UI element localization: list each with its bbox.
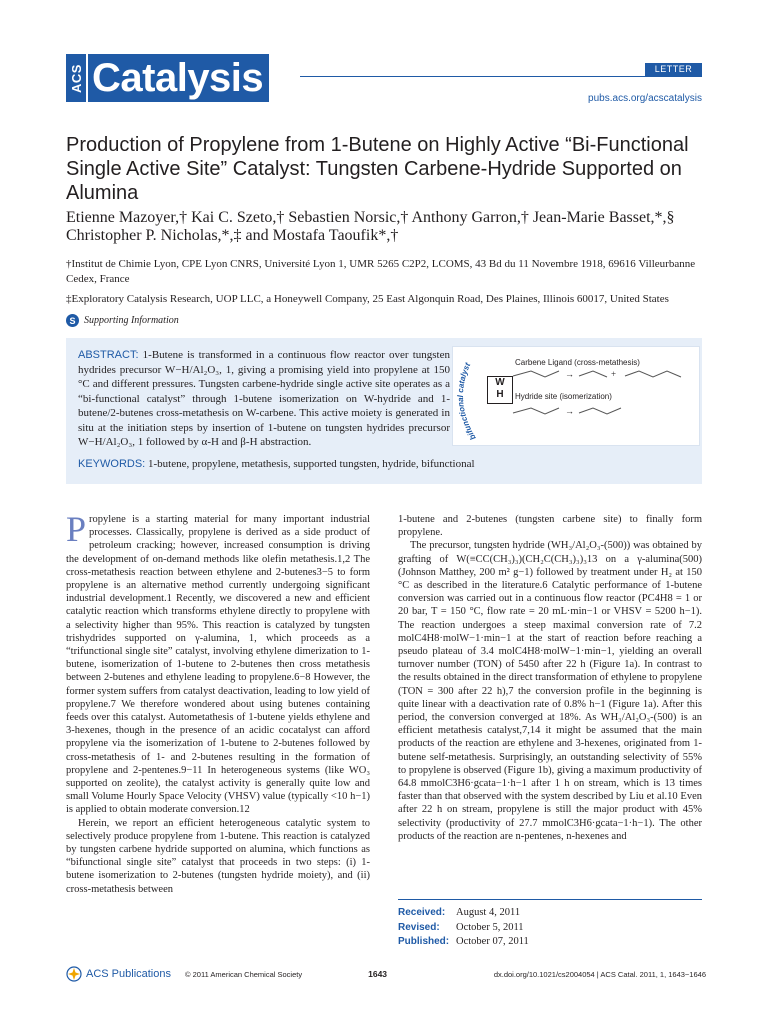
page-number: 1643	[368, 969, 388, 979]
carbene-label: Carbene Ligand (cross-metathesis)	[515, 358, 640, 367]
svg-text:+: +	[611, 369, 617, 379]
copyright: © 2011 American Chemical Society	[185, 969, 303, 979]
supporting-info-icon: S	[66, 314, 79, 327]
supporting-information-link[interactable]	[66, 314, 179, 327]
body-column-left	[66, 509, 370, 896]
header-rule	[300, 76, 702, 77]
journal-logo	[66, 53, 269, 103]
received-label: Received:	[398, 907, 446, 918]
article-type-badge: LETTER	[645, 63, 702, 76]
hydride-label: Hydride site (isomerization)	[515, 392, 612, 401]
page-footer	[66, 964, 706, 984]
bifunctional-catalyst-curve-label	[446, 350, 486, 442]
tungsten-symbol: W	[495, 377, 505, 388]
doi-citation[interactable]: dx.doi.org/10.1021/cs2004054 | ACS Catal. 2011, 1, 1643−1646	[493, 969, 706, 979]
revised-date: October 5, 2011	[456, 921, 524, 933]
affiliations	[66, 257, 706, 307]
alkene-chain-3	[625, 371, 681, 377]
body-column-right	[398, 513, 702, 843]
paragraph-intro: Propylene is a starting material for many important industrial processes. Classically, propylene is derived as a side product of petroleum cracking; however, increased consumption is driving the development of on-demand methods like olefin metathesis.1,2 The cross-metathesis reaction between ethylene and 2-butenes3−5 to form propylene is an alternative method currently undergoing significant industrial development.1 Recently, we discovered a new and efficient catalytic reaction which transforms ethylene directly to propylene with a selectivity higher than 95%. This reaction is catalyzed by tungsten trishydrides supported on γ-alumina, 1, which proceeds as a “trifunctional single site” catalyst, involving ethylene dimerization to 1-butene, isomerization of 1-butene to 2-butenes then cross metathesis between 2-butenes and ethylene leading to propylene.6−8 However, the former system suffers from catalyst deactivation, leading to low yield of propylene.7 We therefore wondered about using butenes containing feeds over this catalyst. Autometathesis of 1-butene yields ethylene and 3-hexenes, though in the presence of an acidic cocatalyst can afford propylene via the isomerization of 1-butene to 2-butenes followed by cross-metathesis of 1- and 2-butenes resulting in the formation of propylene and 2-pentenes.9−11 In heterogeneous systems (like WO₃ supported on zeolite), the catalyst activity is generally quite low and small Volume Hourly Space Velocity (VHSV) value (typically <10 h−1) is applied to obtain moderate conversion.12	[66, 509, 370, 816]
journal-url[interactable]: pubs.acs.org/acscatalysis	[588, 93, 702, 104]
svg-text:→: →	[565, 369, 574, 379]
abstract-text: 1-Butene is transformed in a continuous flow reactor over tungsten hydrides precursor W−H/Al₂O₃, 1, giving a promising yield into propylene at 150 °C and different pressures. Tungsten carbene-hydride single active site operates as a “bi-functional catalyst” through 1-butene isomerization on W-hydride and 1-butene/2-butenes cross-metathesis on W-carbene. This active moiety is generated in situ at the initiation steps by insertion of 1-butene on tungsten hydrides precursor W−H/Al₂O₃, 1 followed by α-H and β-H abstraction.	[78, 349, 450, 448]
alkene-chain-2	[579, 371, 607, 377]
alkene-chain-4	[513, 408, 559, 414]
acs-logo-mark: ACS	[66, 54, 86, 102]
paragraph-precursor: The precursor, tungsten hydride (WH₃/Al₂O₃-(500)) was obtained by grafting of W(≡CC(CH₃)₃)(CH₂C(CH₃)₃)₃13 on a γ-alumina(500) (Johnson Matthey, 200 m² g−1) followed by treatment under H₂ at 150 °C as described in the literature.6 Catalytic performance of 1-butene conversion was carried out in a continuous flow reactor (PC4H8 = 1 or 20 bar, T = 150 °C, flow rate = 20 mL·min−1 or VHSV = 5200 h−1). The reaction undergoes a steep maximal conversion rate of 7.2 molC4H8·molW−1·min−1 at the start of reaction before reaching a pseudo plateau of 3.4 molC4H8·molW−1·min−1, yielding an overall turnover number (TON) of 5450 after 22 h (Figure 1a). In contrast to the results obtained in the direct transformation of ethylene to propylene (TON = 300 after 22 h),7 the conversion profile in the beginning is quite linear with a deactivation rate of 0.8% h−1 (Figure 1a). After this period, the conversion converged at 18%. As WH₃/Al₂O₃-(500) is an efficient metathesis catalyst,7,14 it might be assumed that the main products of the reaction are ethylene and 3-hexenes, originated from 1-butene self-metathesis. Surprisingly, an outstanding selectivity of 55% to propylene is observed (Figure 1b), giving a maximum productivity of 64.8 mmolC3H6·gcata−1·h−1 after 1 h on stream, which is 13 times faster than that observed with the system described by Liu et al.10 Even after 22 h on stream, propylene is still the major product with 45% selectivity (productivity of 27.7 mmolC3H6·gcata−1·h−1). The other products of the reaction are n-pentenes, n-hexenes and	[398, 540, 702, 842]
alkene-chain-1	[513, 371, 559, 377]
abstract-label: ABSTRACT:	[78, 349, 139, 361]
publication-dates	[398, 906, 702, 950]
revised-label: Revised:	[398, 921, 440, 933]
supporting-info-label: Supporting Information	[84, 315, 179, 326]
authors-line-2: Christopher P. Nicholas,*,‡ and Mostafa Taoufik*,†	[66, 227, 399, 244]
published-date: October 07, 2011	[456, 936, 529, 947]
paragraph-herein: Herein, we report an efficient heterogeneous catalytic system to selectively produce propylene from 1-butene. This reaction is catalyzed by tungsten carbene hydride supported on alumina, which functions as “bifunctional single site” catalyst that proceeds in two steps: (i) 1-butene isomerization to 2-butenes (tungsten hydride moiety), and (ii) cross-metathesis between	[66, 817, 370, 895]
authors-line-1: Etienne Mazoyer,† Kai C. Szeto,† Sebastien Norsic,† Anthony Garron,† Jean-Marie Basset,*,§	[66, 209, 675, 226]
affiliation-1: †Institut de Chimie Lyon, CPE Lyon CNRS, Université Lyon 1, UMR 5265 C2P2, LCOMS, 43 Bd du 11 Novembre 1918, 69616 Villeurbanne Cedex, France	[66, 258, 696, 285]
svg-text:bifunctional catalyst: bifunctional catalyst	[455, 361, 478, 442]
acs-star-icon	[66, 966, 82, 982]
tungsten-hydride-site	[487, 376, 513, 404]
svg-text:→: →	[565, 406, 574, 416]
acs-publications-logo[interactable]	[66, 966, 171, 982]
article-title: Production of Propylene from 1-Butene on Highly Active “Bi-Functional Single Active Site” Catalyst: Tungsten Carbene-Hydride Supported on Alumina	[66, 134, 689, 204]
author-list	[66, 209, 706, 245]
dates-rule	[398, 899, 702, 900]
received-date: August 4, 2011	[456, 907, 521, 918]
affiliation-2: ‡Exploratory Catalysis Research, UOP LLC, a Honeywell Company, 25 East Algonquin Road, Des Plaines, Illinois 60017, United States	[66, 293, 669, 305]
abstract	[78, 348, 450, 450]
paragraph-continued: 1-butene and 2-butenes (tungsten carbene site) to finally form propylene.	[398, 514, 702, 539]
published-label: Published:	[398, 936, 450, 947]
publisher-name: ACS Publications	[86, 968, 171, 980]
keywords	[78, 457, 698, 471]
alkene-chain-5	[579, 408, 621, 414]
keywords-text: 1-butene, propylene, metathesis, supported tungsten, hydride, bifunctional	[145, 458, 475, 470]
hydride-symbol: H	[496, 389, 504, 400]
keywords-label: KEYWORDS:	[78, 458, 146, 470]
drop-cap: P	[66, 509, 87, 549]
journal-name: Catalysis	[88, 54, 269, 102]
